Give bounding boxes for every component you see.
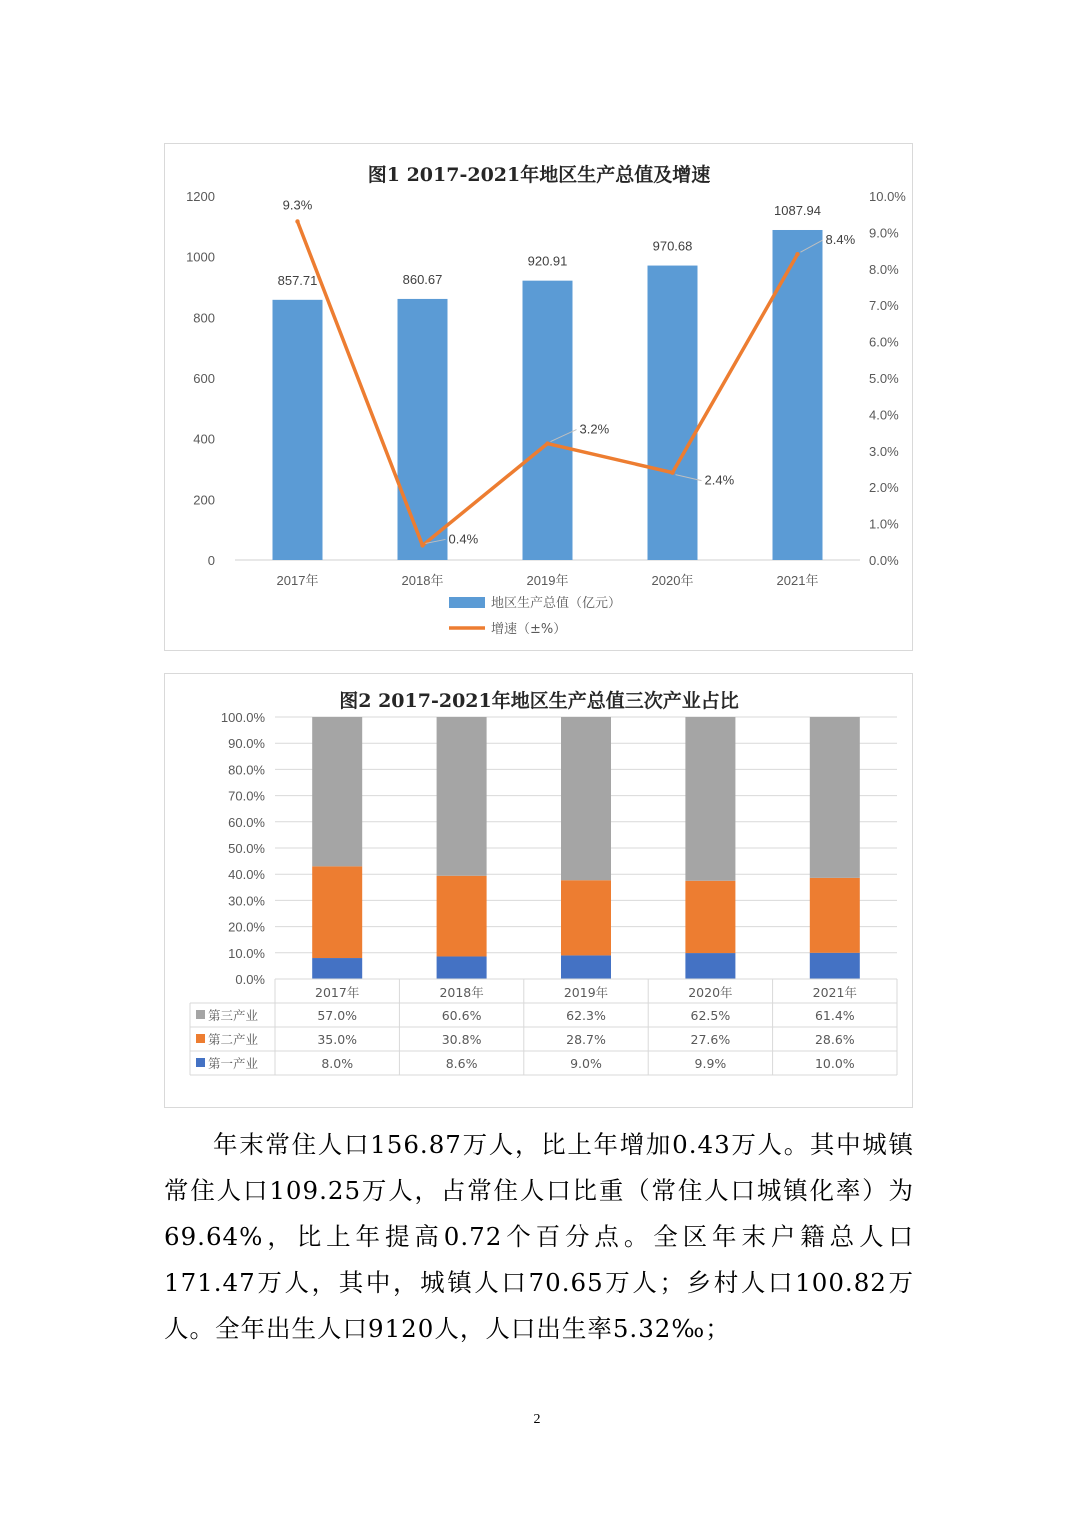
gdp-bar <box>398 299 448 560</box>
table-cell: 30.8% <box>441 1032 482 1047</box>
share-bar-segment <box>561 717 611 880</box>
table-cell: 10.0% <box>814 1056 855 1071</box>
share-bar-segment <box>561 955 611 979</box>
x-tick-label: 2020年 <box>688 985 733 1000</box>
y-tick-label: 0.0% <box>235 972 265 987</box>
growth-label: 9.3% <box>282 197 313 213</box>
y-right-tick-label: 2.0% <box>869 480 899 496</box>
share-bar-segment <box>810 878 860 953</box>
share-bar-segment <box>561 880 611 955</box>
y-left-tick-label: 800 <box>193 310 215 326</box>
y-right-tick-label: 3.0% <box>869 443 899 459</box>
legend-bar-label: 地区生产总值（亿元） <box>491 596 622 611</box>
y-tick-label: 70.0% <box>228 788 265 804</box>
table-legend-swatch <box>196 1034 205 1043</box>
share-bar-segment <box>685 953 735 979</box>
table-cell: 28.6% <box>814 1032 855 1047</box>
growth-label: 0.4% <box>448 531 479 547</box>
gdp-bar <box>523 281 573 560</box>
share-bar-segment <box>810 953 860 979</box>
share-bar-segment <box>312 866 362 958</box>
y-right-tick-label: 4.0% <box>869 407 899 423</box>
gdp-bar-label: 857.71 <box>277 272 318 288</box>
table-legend-swatch <box>196 1010 205 1019</box>
y-tick-label: 30.0% <box>228 893 265 909</box>
gdp-bar-label: 970.68 <box>652 238 693 254</box>
y-tick-label: 90.0% <box>228 736 265 752</box>
industry-share-chart-svg <box>165 674 914 1109</box>
growth-point <box>545 441 549 445</box>
table-cell: 9.0% <box>570 1056 602 1071</box>
table-cell: 62.5% <box>690 1008 731 1023</box>
table-legend-swatch <box>196 1058 205 1067</box>
growth-point <box>670 470 674 474</box>
legend-line-label: 增速（±%） <box>491 622 567 637</box>
gdp-bar <box>773 230 823 560</box>
gdp-growth-chart <box>164 143 913 651</box>
share-bar-segment <box>685 717 735 881</box>
y-tick-label: 40.0% <box>228 867 265 883</box>
table-cell: 27.6% <box>690 1032 731 1047</box>
share-bar-segment <box>810 717 860 878</box>
share-bar-segment <box>312 958 362 979</box>
y-right-tick-label: 10.0% <box>869 189 906 204</box>
x-tick-label: 2019年 <box>526 573 569 588</box>
y-right-tick-label: 8.0% <box>869 261 899 277</box>
table-cell: 62.3% <box>566 1008 606 1023</box>
table-cell: 8.6% <box>445 1056 478 1071</box>
chart-title: 图2 2017-2021年地区生产总值三次产业占比 <box>339 690 739 712</box>
table-cell: 35.0% <box>317 1032 358 1047</box>
table-cell: 9.9% <box>694 1056 727 1071</box>
legend-bar-swatch <box>449 597 485 608</box>
population-paragraph: 年末常住人口156.87万人，比上年增加0.43万人。其中城镇常住人口109.25万人，占常住人口比重（常住人口城镇化率）为69.64%，比上年提高0.72个百分点。全区年末户籍总人口171.47万人，其中，城镇人口70.65万人；乡村人口100.82万人。全年出生人口9120人，人口出生率5.32‰； <box>164 1130 914 1343</box>
y-left-tick-label: 0 <box>207 553 215 568</box>
gdp-growth-chart-svg <box>165 144 914 652</box>
y-tick-label: 100.0% <box>220 710 265 725</box>
table-cell: 8.0% <box>321 1056 354 1071</box>
share-bar-segment <box>437 956 487 979</box>
growth-point <box>295 219 299 223</box>
chart-title: 图1 2017-2021年地区生产总值及增速 <box>367 164 711 186</box>
y-left-tick-label: 400 <box>193 431 215 447</box>
y-tick-label: 60.0% <box>228 814 265 830</box>
table-series-name: 第一产业 <box>208 1056 259 1071</box>
x-tick-label: 2021年 <box>812 985 857 1000</box>
x-tick-label: 2019年 <box>563 985 609 1000</box>
y-left-tick-label: 600 <box>193 371 215 386</box>
gdp-bar-label: 1087.94 <box>774 202 821 218</box>
table-series-name: 第二产业 <box>208 1032 259 1047</box>
x-tick-label: 2017年 <box>315 985 360 1000</box>
growth-point <box>795 252 799 256</box>
y-tick-label: 20.0% <box>228 919 265 935</box>
table-cell: 61.4% <box>814 1008 855 1023</box>
gdp-bar-label: 860.67 <box>402 271 443 287</box>
y-tick-label: 10.0% <box>228 945 265 961</box>
y-right-tick-label: 5.0% <box>869 371 899 386</box>
page-number: 2 <box>533 1412 541 1427</box>
x-tick-label: 2018年 <box>401 573 444 588</box>
growth-label: 3.2% <box>579 421 610 437</box>
body-text <box>164 1122 914 1352</box>
y-left-tick-label: 200 <box>193 492 215 508</box>
y-right-tick-label: 7.0% <box>869 298 899 314</box>
growth-label: 8.4% <box>825 232 856 248</box>
y-right-tick-label: 0.0% <box>869 553 899 568</box>
y-left-tick-label: 1000 <box>186 249 215 265</box>
table-cell: 28.7% <box>566 1032 606 1047</box>
table-cell: 60.6% <box>441 1008 482 1023</box>
share-bar-segment <box>312 717 362 866</box>
growth-label: 2.4% <box>704 472 735 488</box>
industry-share-chart <box>164 673 913 1108</box>
share-bar-segment <box>437 876 487 957</box>
share-bar-segment <box>685 881 735 953</box>
x-tick-label: 2018年 <box>439 985 484 1000</box>
y-right-tick-label: 9.0% <box>869 225 899 241</box>
y-tick-label: 80.0% <box>228 762 265 778</box>
x-tick-label: 2021年 <box>776 573 819 588</box>
x-tick-label: 2020年 <box>651 573 694 588</box>
growth-point <box>420 543 424 547</box>
y-right-tick-label: 1.0% <box>869 516 899 532</box>
y-right-tick-label: 6.0% <box>869 334 899 350</box>
table-cell: 57.0% <box>317 1008 358 1023</box>
y-left-tick-label: 1200 <box>186 189 215 204</box>
x-tick-label: 2017年 <box>276 573 319 588</box>
gdp-bar <box>648 266 698 560</box>
gdp-bar-label: 920.91 <box>527 253 568 269</box>
y-tick-label: 50.0% <box>228 841 265 856</box>
table-series-name: 第三产业 <box>208 1008 259 1023</box>
gdp-bar <box>273 300 323 560</box>
share-bar-segment <box>437 717 487 876</box>
